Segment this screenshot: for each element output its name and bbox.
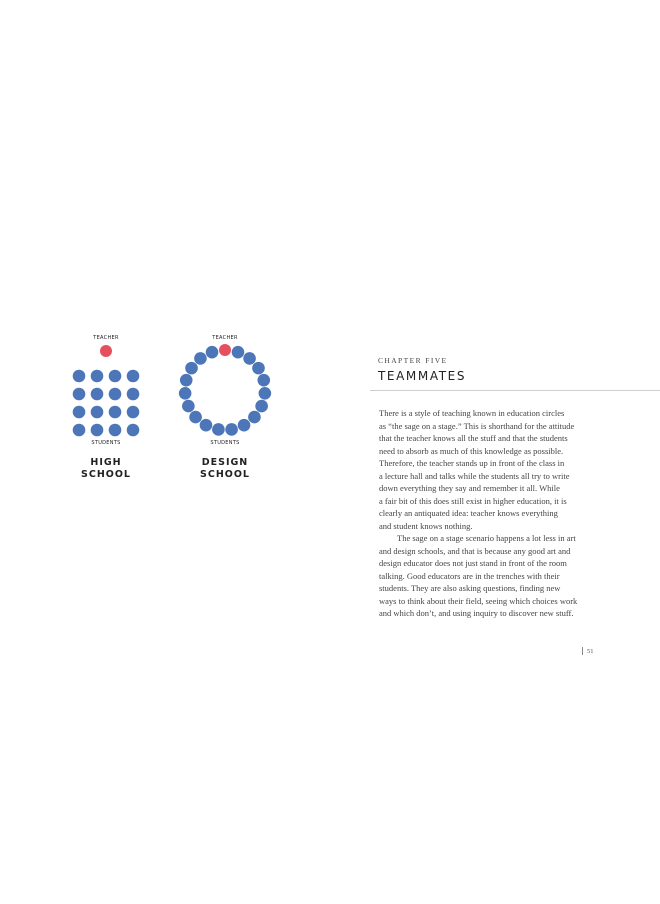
high-school-title-line1: HIGH (90, 457, 122, 468)
text-line: a fair bit of this does still exist in higher education, it is (379, 495, 567, 506)
student-dot (182, 400, 195, 413)
student-dot (127, 406, 140, 419)
high-school-students-label: STUDENTS (91, 440, 121, 446)
student-dot (252, 362, 265, 375)
student-dot (238, 419, 251, 432)
text-line: Therefore, the teacher stands up in front of the class in (379, 458, 565, 468)
student-dot (206, 346, 219, 359)
text-line: down everything they say and remember it all. While (379, 483, 560, 493)
student-dot (180, 374, 193, 387)
design-school-title-line1: DESIGN (201, 457, 249, 468)
design-school-teacher-label: TEACHER (212, 335, 238, 341)
student-dot (109, 424, 122, 437)
student-dot (109, 370, 122, 383)
student-dot (189, 411, 202, 424)
text-line: students. They are also asking questions, finding new (379, 583, 561, 593)
student-dot (91, 370, 104, 383)
paragraph-2 (379, 532, 601, 620)
text-line: that the teacher knows all the stuff and that the students (379, 433, 568, 443)
student-dot (255, 400, 268, 413)
student-dot (185, 362, 198, 375)
text-line: clearly an antiquated idea: teacher knows everything (379, 508, 558, 518)
student-dot (73, 424, 86, 437)
student-dot (127, 424, 140, 437)
paragraph-1 (379, 407, 601, 532)
student-dot (259, 387, 272, 400)
design-school-students-label: STUDENTS (210, 440, 240, 446)
chapter-title: TEAMMATES (378, 369, 467, 383)
design-school-diagram (175, 340, 275, 440)
student-dot (257, 374, 270, 387)
student-dot (73, 406, 86, 419)
high-school-title-line2: SCHOOL (81, 469, 131, 480)
folio-divider (582, 647, 583, 655)
body-text (379, 407, 601, 620)
heading-rule (370, 390, 660, 391)
text-line: and student knows nothing. (379, 520, 473, 531)
text-line: talking. Good educators are in the trenches with their (379, 570, 560, 581)
text-line: There is a style of teaching known in education circles (379, 408, 565, 418)
student-dot (248, 411, 261, 424)
student-dot (232, 346, 245, 359)
teacher-dot (219, 344, 231, 356)
text-line: need to absorb as much of this knowledge as possible. (379, 445, 564, 456)
text-line: and which don’t, and using inquiry to discover new stuff. (379, 608, 574, 618)
student-dot (91, 388, 104, 401)
student-dot (109, 388, 122, 401)
student-dot (225, 423, 238, 436)
text-line: The sage on a stage scenario happens a lot less in art (397, 533, 576, 543)
student-dot (194, 352, 207, 365)
student-dot (73, 388, 86, 401)
student-dot (91, 406, 104, 419)
high-school-diagram (70, 340, 142, 440)
student-dot (127, 370, 140, 383)
student-dot (179, 387, 192, 400)
high-school-title (66, 457, 146, 481)
page-number-text: 51 (587, 647, 594, 655)
design-school-title (185, 457, 265, 481)
student-dot (200, 419, 213, 432)
text-line: as “the sage on a stage.” This is shorthand for the attitude (379, 420, 575, 431)
student-dot (212, 423, 225, 436)
chapter-label: CHAPTER FIVE (378, 356, 448, 365)
student-dot (91, 424, 104, 437)
teacher-dot (100, 345, 112, 357)
student-dot (243, 352, 256, 365)
text-line: a lecture hall and talks while the students all try to write (379, 470, 570, 481)
text-line: design educator does not just stand in front of the room (379, 558, 567, 568)
text-line: ways to think about their field, seeing which choices work (379, 595, 578, 606)
student-dot (127, 388, 140, 401)
student-dot (73, 370, 86, 383)
design-school-title-line2: SCHOOL (200, 469, 250, 480)
high-school-teacher-label: TEACHER (93, 335, 119, 341)
text-line: and design schools, and that is because any good art and (379, 545, 571, 556)
student-dot (109, 406, 122, 419)
page-number (582, 647, 594, 655)
